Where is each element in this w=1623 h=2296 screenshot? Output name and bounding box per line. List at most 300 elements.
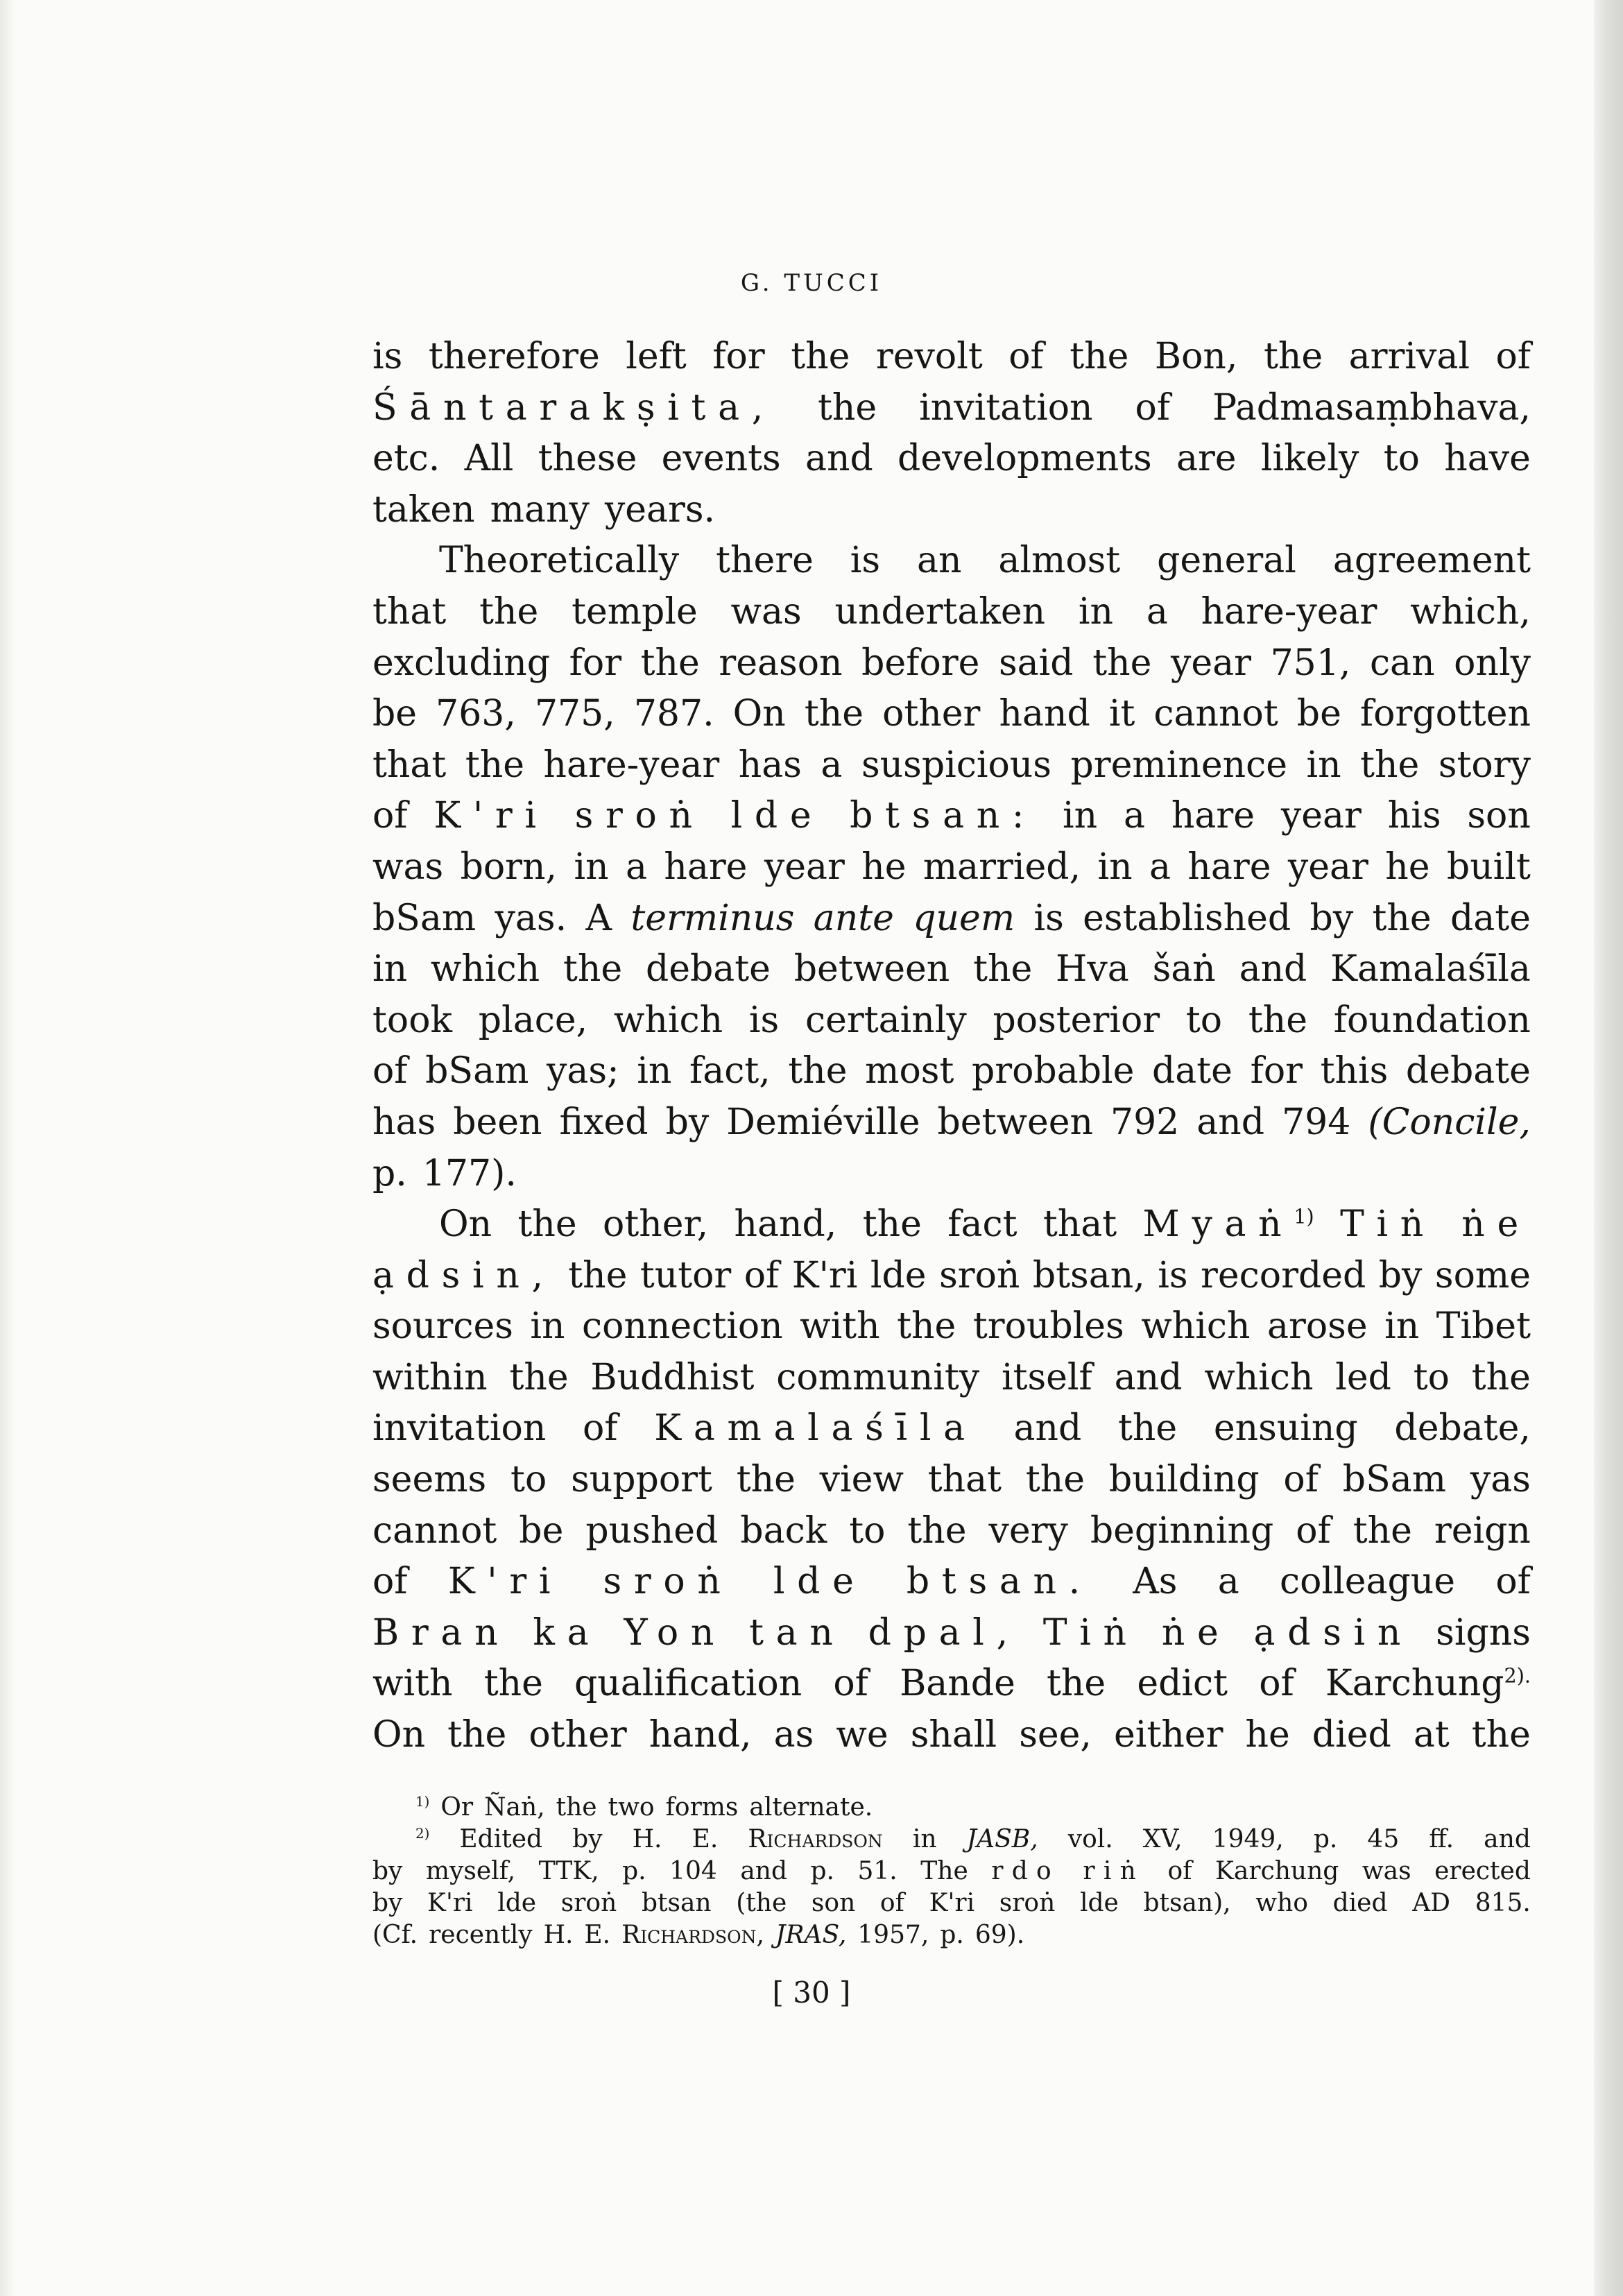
word: for <box>569 642 622 684</box>
italic-word: JRAS, <box>775 1921 847 1949</box>
footnote-marker: 1) <box>1294 1204 1314 1228</box>
word: developments <box>898 438 1152 480</box>
spaced-name: btsan. <box>906 1561 1092 1603</box>
word: shall <box>910 1714 997 1756</box>
word: an <box>916 540 962 582</box>
word: Kamalaśīla <box>1330 948 1531 991</box>
word: the <box>1352 1509 1412 1552</box>
word: agreement <box>1332 540 1531 582</box>
text-line <box>372 1251 1531 1302</box>
word: yas. <box>495 897 567 939</box>
spaced-name: Myaṅ <box>1142 1203 1294 1246</box>
word: of <box>744 1254 780 1296</box>
body-text <box>372 332 1531 1761</box>
word: alternate. <box>749 1793 873 1822</box>
word: which <box>430 948 540 991</box>
text-line <box>372 842 1531 893</box>
word: preminence <box>1070 744 1287 786</box>
word: arrival <box>1348 336 1470 377</box>
word: can <box>1369 642 1435 684</box>
spaced-name: K'ri <box>433 795 549 837</box>
word: place, <box>478 999 588 1041</box>
word: other <box>882 693 981 735</box>
word: was <box>372 846 444 888</box>
word: been <box>453 1101 542 1143</box>
word: reign <box>1434 1509 1531 1552</box>
word: that <box>1042 1203 1117 1246</box>
word: and <box>1114 1356 1183 1398</box>
word: posterior <box>993 999 1160 1041</box>
word: of <box>1296 1509 1331 1552</box>
word: btsan), <box>1143 1889 1231 1917</box>
text-line <box>372 638 1531 689</box>
word: his <box>1387 795 1441 837</box>
word: either <box>1114 1714 1223 1756</box>
word: year <box>764 846 845 888</box>
word: a <box>625 846 647 888</box>
word: only <box>1454 642 1531 684</box>
word: was <box>1362 1857 1411 1885</box>
text-line <box>372 1301 1531 1353</box>
footnote-2-cont <box>372 1856 1531 1887</box>
small-caps-name: Richardson, <box>621 1921 764 1949</box>
word: the <box>640 642 700 684</box>
word: before <box>861 642 980 684</box>
text-line <box>372 1199 1531 1251</box>
italic-word: JASB, <box>966 1825 1038 1853</box>
word: son <box>811 1889 856 1917</box>
word: community <box>776 1356 980 1398</box>
word: 51. <box>857 1857 898 1885</box>
spaced-name: sroṅ <box>603 1561 733 1603</box>
text-line <box>372 1353 1531 1404</box>
word: XV, <box>1142 1825 1183 1853</box>
word: led <box>1335 1356 1391 1398</box>
spaced-name: rdo <box>991 1857 1060 1885</box>
word: hare <box>1187 846 1271 888</box>
word: K'ri <box>791 1254 858 1296</box>
word: H. <box>543 1921 574 1949</box>
word: seems <box>372 1459 487 1501</box>
word: the <box>1471 1714 1531 1756</box>
word: of <box>1135 386 1171 429</box>
word: beginning <box>1090 1509 1274 1552</box>
spaced-name: ka <box>533 1611 601 1654</box>
word: by <box>572 1825 603 1853</box>
spaced-name: ạdsin, <box>372 1254 556 1296</box>
text-line <box>372 485 1531 536</box>
word: events <box>661 438 781 480</box>
word: forgotten <box>1359 693 1531 735</box>
word: 1957, <box>857 1921 929 1949</box>
word: Tibet <box>1436 1305 1531 1348</box>
word: edict <box>1137 1663 1228 1705</box>
word: support <box>571 1459 712 1501</box>
word: reason <box>719 642 843 684</box>
word: a <box>1123 795 1145 837</box>
word: established <box>1083 897 1291 939</box>
scan-edge-right <box>1594 0 1623 2296</box>
word: the <box>517 1203 577 1246</box>
word: debate <box>1405 1050 1531 1093</box>
word: back <box>740 1509 827 1552</box>
word: the <box>1372 897 1432 939</box>
word: the <box>1263 336 1323 377</box>
spaced-name: Tiṅ <box>1042 1611 1139 1654</box>
word: Theoretically <box>439 540 680 582</box>
word: the <box>907 1509 967 1552</box>
word: yas <box>1470 1459 1531 1501</box>
word: and <box>805 438 873 480</box>
word: tutor <box>639 1254 732 1296</box>
word: he <box>861 846 907 888</box>
text-line <box>372 1149 1531 1200</box>
word: 787. <box>633 693 714 735</box>
word: of <box>879 1889 904 1917</box>
word: as <box>773 1714 814 1756</box>
word: p. <box>1313 1825 1338 1853</box>
word: btsan, <box>1032 1254 1145 1296</box>
word: for <box>1250 1050 1303 1093</box>
word: suspicious <box>861 744 1051 786</box>
word: is <box>1158 1254 1188 1296</box>
word: recorded <box>1201 1254 1366 1296</box>
word: with <box>372 1663 453 1705</box>
word: to <box>1413 1356 1450 1398</box>
word: said <box>998 642 1074 684</box>
text-line <box>372 689 1531 740</box>
word: in <box>637 1050 672 1093</box>
word: qualification <box>574 1663 802 1705</box>
word: invitation <box>919 386 1093 429</box>
word: years. <box>604 488 716 531</box>
word: vol. <box>1067 1825 1113 1853</box>
word: p. <box>940 1921 964 1949</box>
word: year <box>1280 795 1362 837</box>
word: probable <box>971 1050 1135 1093</box>
word: we <box>836 1714 888 1756</box>
word: sroṅ <box>939 1254 1020 1296</box>
text-line <box>372 1455 1531 1506</box>
word: taken <box>372 488 475 531</box>
word: temple <box>572 590 698 633</box>
spaced-name: ṅe <box>1461 1203 1531 1246</box>
word: hare-year <box>1201 590 1377 633</box>
word: that <box>372 744 447 786</box>
word: the <box>1360 744 1420 786</box>
word: hand <box>999 693 1090 735</box>
word: two <box>608 1793 655 1822</box>
word: which, <box>1410 590 1531 633</box>
word: he <box>1385 846 1430 888</box>
word: TTK, <box>538 1857 599 1885</box>
word: 775, <box>534 693 615 735</box>
word: (the <box>736 1889 787 1917</box>
word: at <box>1413 1714 1450 1756</box>
word: some <box>1434 1254 1531 1296</box>
word: of <box>1259 1663 1294 1705</box>
text-line <box>372 740 1531 791</box>
word: married, <box>922 846 1081 888</box>
word: K'ri <box>929 1889 975 1917</box>
word: Padmasaṃbhava, <box>1212 386 1531 429</box>
word: bSam <box>372 897 476 939</box>
text-line <box>372 1659 1531 1710</box>
word: and <box>740 1857 788 1885</box>
word: the <box>1248 999 1307 1041</box>
word: the <box>897 1305 956 1348</box>
word: was <box>730 590 802 633</box>
word: the <box>483 1663 543 1705</box>
word: the <box>465 744 524 786</box>
text-line <box>372 1506 1531 1557</box>
word: a <box>821 744 843 786</box>
footnote-marker: 2). <box>1504 1664 1531 1688</box>
paragraph-1 <box>372 332 1531 536</box>
word: a <box>1146 590 1168 633</box>
word: the <box>791 336 850 377</box>
word: who <box>1255 1889 1308 1917</box>
word: fixed <box>559 1101 649 1143</box>
spaced-name: Śāntarakṣita, <box>372 386 775 429</box>
word: bSam <box>425 1050 529 1093</box>
word: revolt <box>875 336 983 377</box>
word: which <box>1204 1356 1314 1398</box>
word: hare-year <box>543 744 720 786</box>
spaced-name: Tiṅ <box>1340 1203 1436 1246</box>
word: year <box>1170 642 1251 684</box>
word: between <box>793 948 950 991</box>
word: the <box>817 386 877 429</box>
word: troubles <box>972 1305 1124 1348</box>
word: foundation <box>1333 999 1531 1041</box>
word: and <box>1013 1407 1082 1450</box>
word: other <box>529 1714 627 1756</box>
word: fact <box>947 1203 1017 1246</box>
word: are <box>1176 438 1237 480</box>
word: On <box>372 1714 426 1756</box>
word: view <box>819 1459 904 1501</box>
word: of <box>833 1663 868 1705</box>
text-line <box>372 332 1531 383</box>
footnote-number: 1) <box>415 1794 430 1810</box>
footnote-2-cont <box>372 1887 1531 1919</box>
word: 763, <box>436 693 516 735</box>
word: šaṅ <box>1152 948 1216 991</box>
spaced-name: lde <box>730 795 824 837</box>
text-line <box>372 893 1531 945</box>
word: be <box>372 693 418 735</box>
text-line <box>372 1557 1531 1608</box>
word: p. <box>810 1857 835 1885</box>
word: connection <box>582 1305 783 1348</box>
word: to <box>1185 999 1223 1041</box>
running-head: G. TUCCI <box>740 269 883 297</box>
word: lde <box>870 1254 927 1296</box>
word: to <box>1383 438 1420 480</box>
spaced-name: tan <box>749 1611 845 1654</box>
word: is <box>748 999 780 1041</box>
word: All <box>464 438 514 480</box>
word: it <box>1108 693 1135 735</box>
word: invitation <box>372 1407 547 1450</box>
word: p. <box>372 1152 407 1194</box>
word: year <box>1287 846 1368 888</box>
word: between <box>937 1101 1094 1143</box>
small-caps-name: Richardson <box>748 1825 883 1853</box>
word: forms <box>665 1793 739 1822</box>
word: Bande <box>900 1663 1015 1705</box>
italic-word: quem <box>913 897 1015 939</box>
word: the <box>563 948 623 991</box>
text-line <box>372 995 1531 1047</box>
word: p. <box>622 1857 646 1885</box>
word: of <box>372 795 408 837</box>
text-line <box>372 791 1531 842</box>
word: On <box>732 693 786 735</box>
text-line <box>372 944 1531 995</box>
spaced-name: lde <box>773 1561 866 1603</box>
word: the <box>556 1793 597 1822</box>
paragraph-2 <box>372 536 1531 1199</box>
word: son <box>1467 795 1531 837</box>
word: a <box>1149 846 1171 888</box>
italic-word: terminus <box>630 897 795 939</box>
word: the <box>447 1714 507 1756</box>
word: be <box>519 1509 564 1552</box>
word: the <box>736 1459 796 1501</box>
word: AD <box>1412 1889 1451 1917</box>
word: hand, <box>649 1714 752 1756</box>
word: in <box>1097 846 1133 888</box>
italic-word: (Concile, <box>1368 1101 1531 1143</box>
word: Karchung <box>1325 1663 1504 1705</box>
word: the <box>1471 1356 1531 1398</box>
word: hare <box>664 846 748 888</box>
word: the <box>1070 336 1129 377</box>
word: these <box>538 438 637 480</box>
paragraph-3 <box>372 1199 1531 1761</box>
word: As <box>1133 1561 1178 1603</box>
word: for <box>712 336 765 377</box>
word: and <box>1196 1101 1265 1143</box>
spaced-name: btsan: <box>850 795 1037 837</box>
word: fact, <box>689 1050 771 1093</box>
word: erected <box>1434 1857 1531 1885</box>
word: built <box>1446 846 1531 888</box>
word: Demiéville <box>726 1101 920 1143</box>
word: A <box>585 897 612 939</box>
word: by <box>665 1101 710 1143</box>
word: in <box>912 1825 937 1853</box>
text-line <box>372 1710 1531 1761</box>
word: H. <box>632 1825 662 1853</box>
word: by <box>1309 897 1354 939</box>
word: is <box>372 336 403 377</box>
text-line <box>372 1046 1531 1097</box>
word: hare <box>1171 795 1255 837</box>
word: in <box>574 846 609 888</box>
word: yas; <box>547 1050 619 1093</box>
word: died <box>1332 1889 1388 1917</box>
word: therefore <box>428 336 600 377</box>
word: by <box>372 1857 403 1885</box>
word: there <box>716 540 814 582</box>
word: of <box>1008 336 1044 377</box>
word: myself, <box>425 1857 516 1885</box>
spaced-name: K'ri <box>447 1561 563 1603</box>
italic-word: ante <box>813 897 894 939</box>
word: of <box>1167 1857 1192 1885</box>
word: sources <box>372 1305 513 1348</box>
word: with <box>800 1305 880 1348</box>
text-line <box>372 1097 1531 1149</box>
spaced-name: dpal, <box>868 1611 1020 1654</box>
word: took <box>372 999 453 1041</box>
word: the <box>1025 1459 1085 1501</box>
word: to <box>849 1509 886 1552</box>
word: in <box>1078 590 1114 633</box>
footnote-2 <box>372 1824 1531 1856</box>
word: 1949, <box>1212 1825 1284 1853</box>
text-line <box>372 1608 1531 1659</box>
word: which <box>1141 1305 1251 1348</box>
word: colleague <box>1280 1561 1456 1603</box>
word: the <box>568 1254 628 1296</box>
word: 751, <box>1270 642 1351 684</box>
word: a <box>1217 1561 1239 1603</box>
word: Hva <box>1056 948 1129 991</box>
word: sroṅ <box>999 1889 1056 1917</box>
word: ensuing <box>1213 1407 1358 1450</box>
word: recently <box>429 1921 533 1949</box>
word: cannot <box>372 1509 497 1552</box>
spaced-name: ṅe <box>1161 1611 1231 1654</box>
word: by <box>1378 1254 1423 1296</box>
word: have <box>1444 438 1531 480</box>
word: the <box>788 1050 848 1093</box>
word: bSam <box>1342 1459 1447 1501</box>
spaced-name: Bran <box>372 1611 510 1654</box>
word: story <box>1438 744 1531 786</box>
word: signs <box>1436 1611 1531 1654</box>
word: of <box>583 1407 618 1450</box>
word: date <box>1450 897 1531 939</box>
word: left <box>626 336 687 377</box>
text-line <box>372 383 1531 434</box>
word: and <box>1484 1825 1531 1853</box>
word: E. <box>584 1921 611 1949</box>
word: general <box>1157 540 1296 582</box>
word: On <box>439 1203 492 1246</box>
word: the <box>973 948 1033 991</box>
word: cannot <box>1153 693 1278 735</box>
word: 45 <box>1367 1825 1400 1853</box>
spaced-name: Yon <box>624 1611 727 1654</box>
word: debate <box>645 948 771 991</box>
word: itself <box>1001 1356 1092 1398</box>
word: is <box>1033 897 1064 939</box>
word: by <box>372 1889 403 1917</box>
word: (Cf. <box>372 1921 418 1949</box>
word: pushed <box>585 1509 719 1552</box>
word: arose <box>1266 1305 1368 1348</box>
word: born, <box>460 846 558 888</box>
word: undertaken <box>834 590 1046 633</box>
word: has <box>372 1101 436 1143</box>
word: that <box>372 590 447 633</box>
word: in <box>530 1305 565 1348</box>
